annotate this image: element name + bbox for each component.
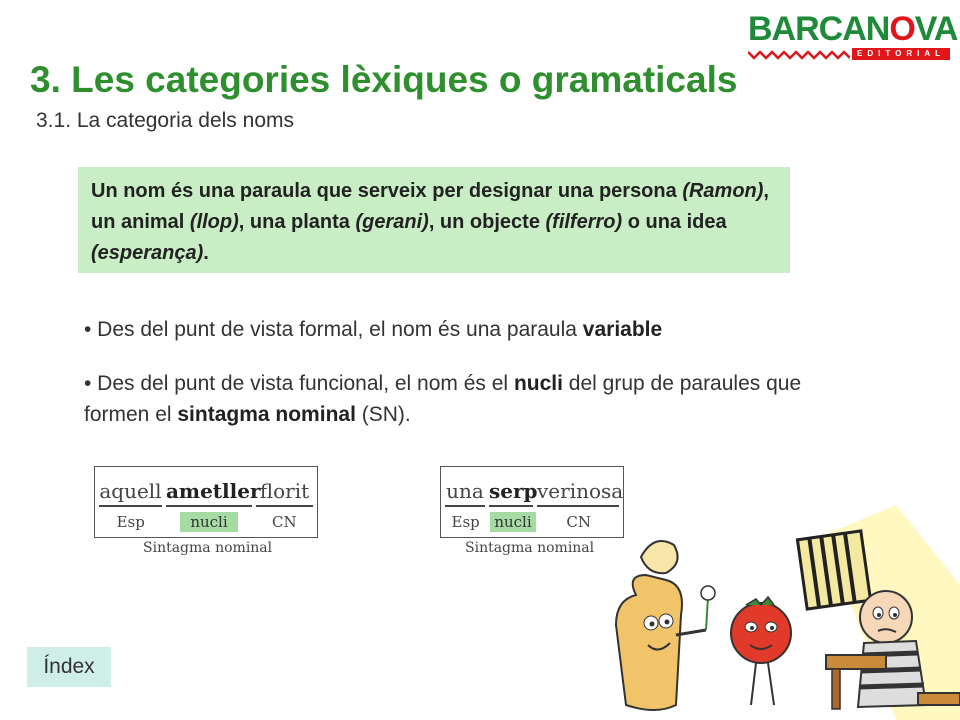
bullet-formal: • Des del punt de vista formal, el nom és una paraula variable	[84, 318, 663, 341]
example-word: florit	[256, 477, 313, 507]
example-table-ametller	[94, 466, 318, 538]
index-button[interactable]: Índex	[27, 647, 111, 687]
example-word-nucleus: ametller	[166, 477, 252, 507]
example-word: aquell	[99, 477, 162, 507]
example-words-row	[99, 477, 313, 507]
page-subtitle: 3.1. La categoria dels noms	[36, 109, 294, 132]
cartoon-characters-illustration	[596, 505, 960, 720]
example-word-nucleus: serp	[489, 477, 533, 507]
logo-tagline: EDITORIAL	[852, 48, 950, 60]
category-label: CN	[566, 513, 591, 531]
category-label: CN	[271, 513, 297, 531]
example-caption: Sintagma nominal	[143, 540, 273, 556]
category-label-nucleus: nucli	[490, 511, 534, 533]
definition-box: Un nom és una paraula que serveix per designar una persona (Ramon), un animal (llop), una planta (gerani), un objecte (filferro) o una idea (esperança).	[78, 167, 790, 273]
bullet-functional: • Des del punt de vista funcional, el nom és el nucli del grup de paraules que formen el sintagma nominal (SN).	[84, 372, 802, 426]
category-label: Esp	[451, 513, 480, 531]
logo-zigzag-icon	[748, 50, 850, 60]
example-word: verinosa	[537, 477, 619, 507]
category-label: Esp	[116, 513, 145, 531]
logo-wordmark: BARCANOVA	[748, 10, 958, 48]
example-categories-row	[445, 511, 619, 533]
example-categories-row	[99, 511, 313, 533]
barcanova-logo	[748, 10, 958, 60]
page-title: 3. Les categories lèxiques o gramaticals	[30, 59, 738, 100]
example-words-row	[445, 477, 624, 507]
example-word: una	[445, 477, 485, 507]
category-label-nucleus: nucli	[166, 511, 251, 533]
example-caption: Sintagma nominal	[465, 540, 595, 556]
